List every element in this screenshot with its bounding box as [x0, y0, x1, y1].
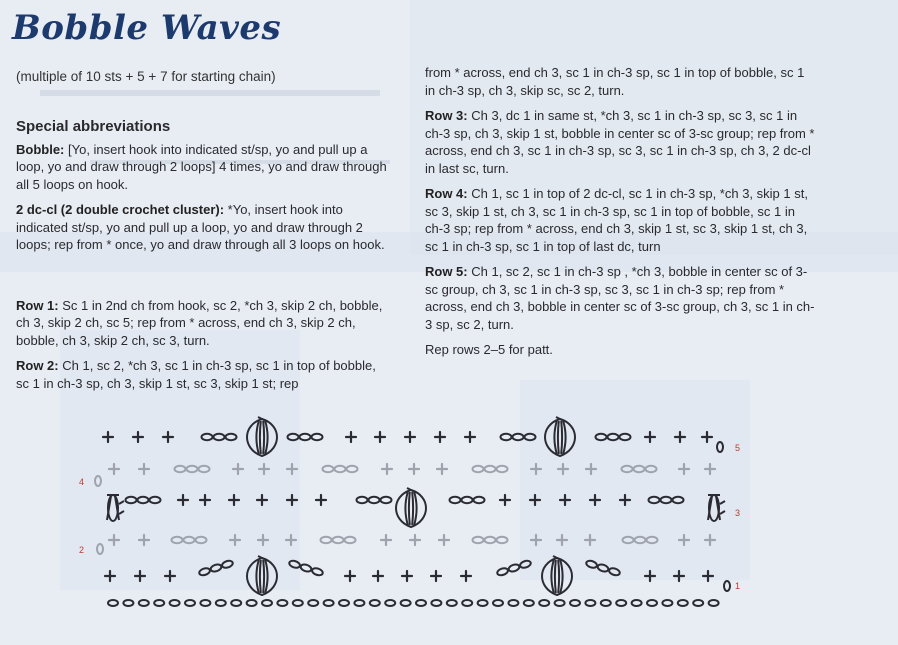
chain-stitch-symbol — [524, 600, 534, 606]
page-title: Bobble Waves — [12, 8, 282, 48]
single-crochet-symbol — [373, 571, 383, 581]
chain-stitch-symbol — [185, 600, 195, 606]
abbreviation-bobble — [16, 141, 391, 194]
single-crochet-symbol — [674, 571, 684, 581]
single-crochet-symbol — [178, 495, 188, 505]
single-crochet-symbol — [163, 432, 173, 442]
special-abbreviations-heading: Special abbreviations — [16, 118, 171, 135]
chain-stitch-symbol — [154, 600, 164, 606]
chain-stitch-symbol — [662, 600, 672, 606]
single-crochet-symbol — [705, 535, 715, 545]
chain-stitch-symbol — [123, 600, 133, 606]
row-text: Ch 3, dc 1 in same st, *ch 3, sc 1 in ch-3 sp, sc 3, sc 1 in ch-3 sp, ch 3, skip 1 st, bobble in center sc of 3-sc group; rep from * across, end ch 3, sc 1 in ch-3 sp, sc 3, sc 1 in ch-3 sp, ch 3, 2 dc-cl in last sc, turn. — [425, 108, 815, 176]
single-crochet-symbol — [405, 432, 415, 442]
turning-chain-symbol — [95, 476, 101, 486]
chain-stitch-symbol — [308, 600, 318, 606]
chain-3-symbol — [198, 560, 233, 577]
chain-3-symbol — [649, 497, 684, 503]
chain-3-symbol — [175, 466, 210, 472]
row-3-instructions — [425, 107, 815, 177]
single-crochet-symbol — [287, 495, 297, 505]
single-crochet-symbol — [286, 535, 296, 545]
chain-stitch-symbol — [200, 600, 210, 606]
single-crochet-symbol — [345, 571, 355, 581]
single-crochet-symbol — [437, 464, 447, 474]
turning-chain-symbol — [717, 442, 723, 452]
single-crochet-symbol — [287, 464, 297, 474]
turning-chain-symbol — [724, 581, 730, 591]
chain-stitch-symbol — [647, 600, 657, 606]
single-crochet-symbol — [560, 495, 570, 505]
single-crochet-symbol — [703, 571, 713, 581]
single-crochet-symbol — [500, 495, 510, 505]
row-number-label: 4 — [79, 477, 85, 487]
single-crochet-symbol — [435, 432, 445, 442]
single-crochet-symbol — [431, 571, 441, 581]
row-text: Ch 1, sc 2, *ch 3, sc 1 in ch-3 sp, sc 1 in top of bobble, sc 1 in ch-3 sp, ch 3, skip 1 st, sc 3, skip 1 st; rep — [16, 358, 376, 391]
row-label: Row 3: — [425, 108, 468, 123]
abbreviation-term: 2 dc-cl (2 double crochet cluster): — [16, 202, 225, 217]
chain-stitch-symbol — [231, 600, 241, 606]
single-crochet-symbol — [139, 464, 149, 474]
single-crochet-symbol — [109, 464, 119, 474]
chain-3-symbol — [288, 434, 323, 440]
single-crochet-symbol — [439, 535, 449, 545]
chain-stitch-symbol — [293, 600, 303, 606]
chain-3-symbol — [321, 537, 356, 543]
row-number-label: 2 — [79, 545, 85, 555]
chain-stitch-symbol — [601, 600, 611, 606]
chain-stitch-symbol — [616, 600, 626, 606]
chain-stitch-symbol — [493, 600, 503, 606]
chain-stitch-symbol — [370, 600, 380, 606]
bobble-symbol — [542, 556, 572, 595]
single-crochet-symbol — [679, 464, 689, 474]
row-text: Ch 1, sc 1 in top of 2 dc-cl, sc 1 in ch-3 sp, *ch 3, skip 1 st, sc 3, skip 1 st, ch 3, sc 1 in ch-3 sp, sc 1 in top of bobble, sc 1 in ch-3 sp; rep from * across, end ch 3, skip 1 st, sc 3, skip 1 st, ch 3, sc 1 in ch-3 sp, sc 1 in top of last dc, turn — [425, 186, 808, 254]
chain-stitch-symbol — [416, 600, 426, 606]
single-crochet-symbol — [230, 535, 240, 545]
chain-3-symbol — [585, 560, 620, 577]
chain-stitch-symbol — [447, 600, 457, 606]
chain-stitch-symbol — [139, 600, 149, 606]
row-text: Ch 1, sc 2, sc 1 in ch-3 sp , *ch 3, bobble in center sc of 3-sc group, ch 3, sc 1 in ch-3 sp, sc 3, sc 1 in ch-3 sp; rep from * across, end ch 3, bobble in center sc of 3-sc group, ch 3, sc 1 in ch-3 sp, sc 2, turn. — [425, 264, 815, 332]
chain-stitch-symbol — [555, 600, 565, 606]
single-crochet-symbol — [620, 495, 630, 505]
chain-stitch-symbol — [478, 600, 488, 606]
chain-stitch-symbol — [262, 600, 272, 606]
chain-stitch-symbol — [385, 600, 395, 606]
single-crochet-symbol — [409, 464, 419, 474]
row-label: Row 2: — [16, 358, 59, 373]
bobble-symbol — [545, 417, 575, 456]
single-crochet-symbol — [233, 464, 243, 474]
single-crochet-symbol — [558, 464, 568, 474]
row-label: Row 1: — [16, 297, 59, 313]
single-crochet-symbol — [381, 535, 391, 545]
row-text: Sc 1 in 2nd ch from hook, sc 2, *ch 3, skip 2 ch, bobble, ch 3, skip 2 ch, sc 5; rep from * across, end ch 3, skip 2 ch, bobble, ch 3, skip 2 ch, sc 3, turn. — [16, 297, 383, 348]
chain-stitch-symbol — [339, 600, 349, 606]
bobble-symbol — [396, 488, 426, 527]
chain-stitch-symbol — [508, 600, 518, 606]
chain-3-symbol — [473, 466, 508, 472]
chain-3-symbol — [323, 466, 358, 472]
single-crochet-symbol — [165, 571, 175, 581]
single-crochet-symbol — [139, 535, 149, 545]
single-crochet-symbol — [675, 432, 685, 442]
repeat-note: Rep rows 2–5 for patt. — [425, 342, 553, 357]
turning-chain-symbol — [97, 544, 103, 554]
chain-stitch-symbol — [462, 600, 472, 606]
dc-cluster-symbol — [107, 495, 124, 521]
chain-3-symbol — [202, 434, 237, 440]
chain-stitch-symbol — [108, 600, 118, 606]
row-4-instructions — [425, 185, 815, 255]
chain-stitch-symbol — [277, 600, 287, 606]
single-crochet-symbol — [585, 535, 595, 545]
single-crochet-symbol — [705, 464, 715, 474]
single-crochet-symbol — [109, 535, 119, 545]
chain-3-symbol — [172, 537, 207, 543]
stitch-multiple-note: (multiple of 10 sts + 5 + 7 for starting chain) — [16, 69, 276, 84]
single-crochet-symbol — [461, 571, 471, 581]
chain-stitch-symbol — [632, 600, 642, 606]
single-crochet-symbol — [103, 432, 113, 442]
abbreviation-term: Bobble: — [16, 141, 65, 157]
single-crochet-symbol — [105, 571, 115, 581]
chain-stitch-symbol — [401, 600, 411, 606]
dc-cluster-symbol — [708, 495, 725, 521]
single-crochet-symbol — [402, 571, 412, 581]
single-crochet-symbol — [133, 432, 143, 442]
bobble-symbol — [247, 417, 277, 456]
single-crochet-symbol — [530, 495, 540, 505]
row-2-instructions — [16, 357, 391, 392]
chain-3-symbol — [596, 434, 631, 440]
chain-3-symbol — [288, 560, 323, 577]
row-2-continued: from * across, end ch 3, sc 1 in ch-3 sp, sc 1 in top of bobble, sc 1 in ch-3 sp, ch 3, skip sc, sc 2, turn. — [425, 65, 805, 98]
stitch-diagram — [0, 410, 898, 645]
chain-stitch-symbol — [324, 600, 334, 606]
chain-3-symbol — [501, 434, 536, 440]
single-crochet-symbol — [259, 464, 269, 474]
chain-3-symbol — [496, 560, 531, 577]
single-crochet-symbol — [590, 495, 600, 505]
single-crochet-symbol — [200, 495, 210, 505]
row-number-label: 1 — [735, 581, 741, 591]
single-crochet-symbol — [257, 495, 267, 505]
row-5-instructions — [425, 263, 815, 333]
row-1-instructions — [16, 297, 391, 350]
chain-stitch-symbol — [678, 600, 688, 606]
single-crochet-symbol — [586, 464, 596, 474]
abbreviation-2dc-cl — [16, 201, 391, 254]
chain-stitch-symbol — [585, 600, 595, 606]
chain-stitch-symbol — [693, 600, 703, 606]
single-crochet-symbol — [382, 464, 392, 474]
single-crochet-symbol — [679, 535, 689, 545]
row-number-label: 3 — [735, 508, 741, 518]
chain-3-symbol — [473, 537, 508, 543]
chain-3-symbol — [623, 537, 658, 543]
chain-stitch-symbol — [709, 600, 719, 606]
chain-stitch-symbol — [170, 600, 180, 606]
row-number-label: 5 — [735, 443, 741, 453]
chain-stitch-symbol — [216, 600, 226, 606]
single-crochet-symbol — [229, 495, 239, 505]
single-crochet-symbol — [645, 571, 655, 581]
abbreviation-text: [Yo, insert hook into indicated st/sp, yo and pull up a loop, yo and draw through 2 loops] 4 times, yo and draw through all 5 loops on hook. — [16, 141, 387, 192]
chain-3-symbol — [126, 497, 161, 503]
abbreviation-text: *Yo, insert hook into indicated st/sp, yo and pull up a loop, yo and draw through 2 loops; rep from * once, yo and draw through all 3 loops on hook. — [16, 202, 385, 252]
row-label: Row 5: — [425, 264, 468, 279]
single-crochet-symbol — [465, 432, 475, 442]
single-crochet-symbol — [531, 464, 541, 474]
single-crochet-symbol — [645, 432, 655, 442]
chain-stitch-symbol — [570, 600, 580, 606]
single-crochet-symbol — [375, 432, 385, 442]
single-crochet-symbol — [346, 432, 356, 442]
chain-stitch-symbol — [539, 600, 549, 606]
single-crochet-symbol — [135, 571, 145, 581]
right-column — [425, 64, 815, 367]
row-label: Row 4: — [425, 186, 468, 201]
bobble-symbol — [247, 556, 277, 595]
single-crochet-symbol — [702, 432, 712, 442]
single-crochet-symbol — [410, 535, 420, 545]
chain-stitch-symbol — [354, 600, 364, 606]
single-crochet-symbol — [316, 495, 326, 505]
chain-stitch-symbol — [247, 600, 257, 606]
chain-stitch-symbol — [431, 600, 441, 606]
chain-3-symbol — [622, 466, 657, 472]
chain-3-symbol — [450, 497, 485, 503]
single-crochet-symbol — [557, 535, 567, 545]
single-crochet-symbol — [258, 535, 268, 545]
chain-3-symbol — [357, 497, 392, 503]
single-crochet-symbol — [531, 535, 541, 545]
left-column — [16, 118, 391, 400]
